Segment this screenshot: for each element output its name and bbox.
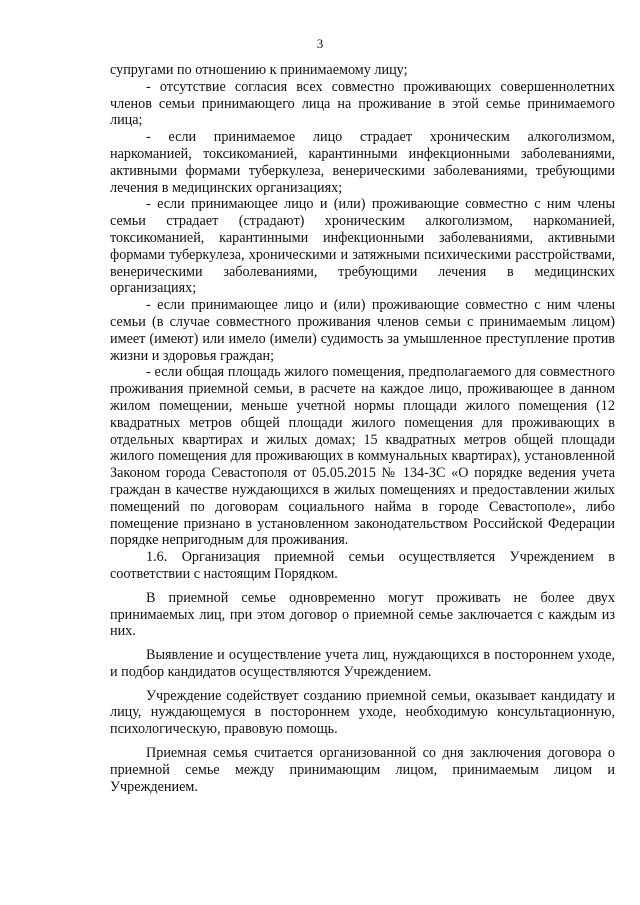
paragraph-living-space: - если общая площадь жилого помещения, предполагаемого для совместного проживания приемной семьи, в расчете на каждое лицо, проживающее в данном жилом помещении, меньше учетной нормы площади жилого помещения (12 квадратных метров общей площади жилого помещения для проживающих в отдельных квартирах и жилых домах; 15 квадратных метров общей площади жилого помещения для проживающих в коммунальных квартирах), установленной Законом города Севастополя от 05.05.2015 № 134-ЗС «О порядке ведения учета граждан в качестве нуждающихся в жилых помещениях и предоставлении жилых помещений по договорам социального найма в городе Севастополе», либо помещение признано в установленном законодательством Российской Федерации порядке непригодным для проживания.: [110, 364, 615, 549]
paragraph-family-organized: Приемная семья считается организованной со дня заключения договора о приемной семье между принимающим лицом, принимаемым лицом и Учреждением.: [110, 745, 615, 795]
paragraph-section-1-6: 1.6. Организация приемной семьи осуществляется Учреждением в соответствии с настоящим Порядком.: [110, 549, 615, 582]
paragraph-max-persons: В приемной семье одновременно могут проживать не более двух принимаемых лиц, при этом договор о приемной семье заключается с каждым из них.: [110, 589, 615, 640]
paragraph-host-family-illness: - если принимающее лицо и (или) проживающие совместно с ним члены семьи страдает (страдают) хроническим алкоголизмом, наркоманией, токсикоманией, карантинными инфекционными заболеваниями, активными формами туберкулеза, хроническими и затяжными психическими расстройствами, венерическими заболеваниями, требующими лечения в медицинских организациях;: [110, 196, 615, 297]
paragraph-no-consent: - отсутствие согласия всех совместно проживающих совершеннолетних членов семьи принимающего лица на проживание в этой семье принимаемого лица;: [110, 78, 615, 129]
paragraph-assistance: Учреждение содействует созданию приемной семьи, оказывает кандидату и лицу, нуждающемуся в постороннем уходе, необходимую консультационную, психологическую, правовую помощь.: [110, 687, 615, 738]
paragraph-identification: Выявление и осуществление учета лиц, нуждающихся в постороннем уходе, и подбор кандидатов осуществляются Учреждением.: [110, 647, 615, 680]
paragraph-continuation: супругами по отношению к принимаемому лицу;: [110, 62, 408, 78]
paragraph-accepted-person-illness: - если принимаемое лицо страдает хроническим алкоголизмом, наркоманией, токсикоманией, карантинными инфекционными заболеваниями, активными формами туберкулеза, венерическими заболеваниями, требующими лечения в медицинских организациях;: [110, 129, 615, 196]
page-number: 3: [316, 36, 324, 51]
paragraph-criminal-record: - если принимающее лицо и (или) проживающие совместно с ним члены семьи (в случае совместного проживания членов семьи с принимаемым лицом) имеет (имеют) или имело (имели) судимость за умышленное преступление против жизни и здоровья граждан;: [110, 297, 615, 364]
document-body: [110, 62, 615, 795]
